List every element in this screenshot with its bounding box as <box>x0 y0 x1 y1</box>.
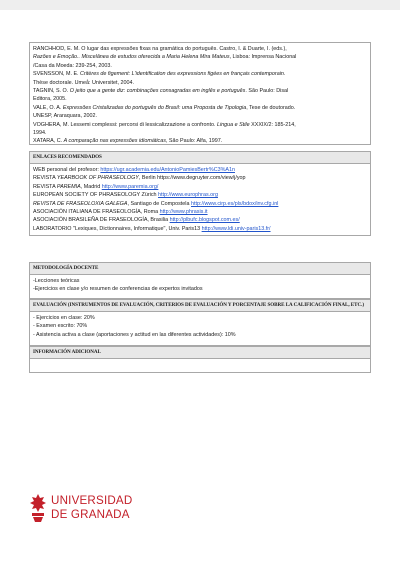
bibliography-line <box>33 79 367 87</box>
bibliography-list <box>30 43 370 149</box>
external-link[interactable]: http://www.paremia.org/ <box>101 183 159 190</box>
methodology-section <box>29 275 371 299</box>
bibliography-line <box>33 70 367 78</box>
italic-text: YEARBOOK OF PHRASEOLOGY <box>56 175 139 182</box>
university-logo <box>29 491 164 525</box>
italic-text: PAREMIA <box>56 183 81 190</box>
external-link[interactable]: http://www.europhras.org <box>158 192 218 199</box>
links-section <box>29 164 371 236</box>
text: , Santiago de Compostela <box>127 200 191 207</box>
text: SVENSSON, M. E. <box>33 71 81 78</box>
link-entry <box>33 225 367 233</box>
text: TAGNIN, S. O. <box>33 88 70 95</box>
link-entry <box>33 208 367 216</box>
methodology-item: -Ejercicios en clase y/o resumen de conferencias de expertos invitados <box>33 286 203 293</box>
text: RANCHHOD, E. M. O lugar das expressões fixas na gramática do português. Castro, I. & Duarte, I. (eds.), <box>33 46 287 52</box>
evaluation-item: - Ejercicios en clase: 20% <box>33 315 95 321</box>
text: LABORATORIO "Lexiques, Dictionnaires, Informatique", Univ. Paris13 <box>33 225 202 232</box>
italic-text: Critères de figement: L'identification des expressions figées en français contemporain. <box>80 71 286 78</box>
text: REVISTA <box>33 175 57 182</box>
bibliography-line <box>33 121 367 129</box>
bibliography-line <box>33 129 367 137</box>
top-bar <box>0 0 400 10</box>
additional-info-section-title: INFORMACIÓN ADICIONAL <box>29 346 371 359</box>
external-link[interactable]: http://plbufc.blogspot.com.es/ <box>169 217 240 224</box>
bibliography-line <box>33 112 367 120</box>
evaluation-list <box>30 312 370 342</box>
bibliography-line <box>33 53 367 61</box>
text: WEB personal del profesor: <box>33 167 101 173</box>
bibliography-line <box>33 137 367 145</box>
link-entry <box>33 166 367 174</box>
link-entry <box>33 183 367 191</box>
evaluation-item: - Asistencia activa a clase (aportaciones y actitud en las diferentes actividades): 10% <box>33 331 236 338</box>
text: Editora, 2005. <box>33 96 67 103</box>
logo-line-1: UNIVERSIDAD <box>51 494 133 507</box>
text: Thèse doctorale. Umeå: Universitet, 2004. <box>33 79 134 86</box>
text: . São Paulo: Disal <box>245 88 289 95</box>
evaluation-section-title: EVALUACIÓN (INSTRUMENTOS DE EVALUACIÓN, CRITERIOS DE EVALUACIÓN Y PORCENTAJE SOBRE LA CALIFICACIÓN FINAL, ETC.) <box>29 299 371 312</box>
evaluation-item: - Examen escrito: 70% <box>33 323 88 330</box>
text: , Lisboa: Imprensa Nacional <box>229 54 297 61</box>
text: XATARA, C. <box>33 138 64 145</box>
text: VOGHERA, M. Lessemi complessi: percorsi di lessicalizzazione a confronto. <box>33 121 217 128</box>
text: , Tese de doutorado. <box>246 104 296 111</box>
text: , Berlin https://www.degruyter.com/view/j/yop <box>138 175 246 182</box>
bibliography-line <box>33 87 367 95</box>
italic-text: REVISTA DE FRASEOLOXIA GALEGA <box>33 200 128 207</box>
links-list <box>30 164 370 236</box>
bibliography-line <box>33 45 367 53</box>
text: ASOCIACIÓN ITALIANA DE FRASEOLOGÍA, Roma <box>33 209 160 216</box>
external-link[interactable]: http://www.cirp.es/pls/bdox/inv.cfg.inl <box>191 200 279 207</box>
links-section-title: ENLACES RECOMENDADOS <box>29 151 371 164</box>
external-link[interactable]: https://ugr.academia.edu/AntonioPamiesBertr%C3%A1n <box>100 167 235 173</box>
methodology-list <box>30 275 370 297</box>
italic-text: O jeito que a gente diz: combinações consagradas em inglês e português <box>69 88 246 95</box>
additional-info-section <box>29 359 371 373</box>
italic-text: Lingua e Stile <box>216 121 250 128</box>
text: /Casa da Moeda: 239-254, 2003. <box>33 62 112 69</box>
bibliography-line <box>33 95 367 103</box>
italic-text: A comparação nas expressões idiomáticas <box>63 138 166 145</box>
text: VALE, O. A. <box>33 104 63 111</box>
link-entry <box>33 174 367 182</box>
bibliography-section <box>29 42 371 145</box>
external-link[interactable]: http://www.ldi.univ-paris13.fr/ <box>201 225 271 232</box>
text: UNESP, Araraquara, 2002. <box>33 113 98 120</box>
italic-text: Razões e Emoção.. Miscelânea de estudos oferecida a Maria Helena Mira Mateus <box>33 54 230 61</box>
bibliography-line <box>33 62 367 70</box>
link-entry <box>33 200 367 208</box>
bibliography-line <box>33 104 367 112</box>
link-entry <box>33 216 367 224</box>
italic-text: Expressões Cristalizadas do português do Brasil: uma Proposta de Tipologia <box>62 104 247 111</box>
methodology-section-title: METODOLOGÍA DOCENTE <box>29 262 371 275</box>
university-crest-icon <box>29 493 47 523</box>
methodology-item: -Lecciones teóricas <box>33 278 80 284</box>
text: REVISTA <box>33 183 57 190</box>
text: EUROPEAN SOCIETY OF PHRASEOLOGY Zürich <box>33 192 159 199</box>
text: XXXIX/2: 185-214, <box>249 121 296 128</box>
text: , São Paulo: Alfa, 1997. <box>165 138 223 145</box>
text: ASOCIACIÓN BRASILEÑA DE FRASEOLOGÍA, Brasilia <box>33 217 170 224</box>
text: , Madrid <box>80 183 102 190</box>
logo-line-2: DE GRANADA <box>51 508 130 521</box>
link-entry <box>33 191 367 199</box>
external-link[interactable]: http://www.phrasis.it <box>159 209 208 216</box>
evaluation-section <box>29 312 371 346</box>
text: 1994. <box>33 130 47 137</box>
